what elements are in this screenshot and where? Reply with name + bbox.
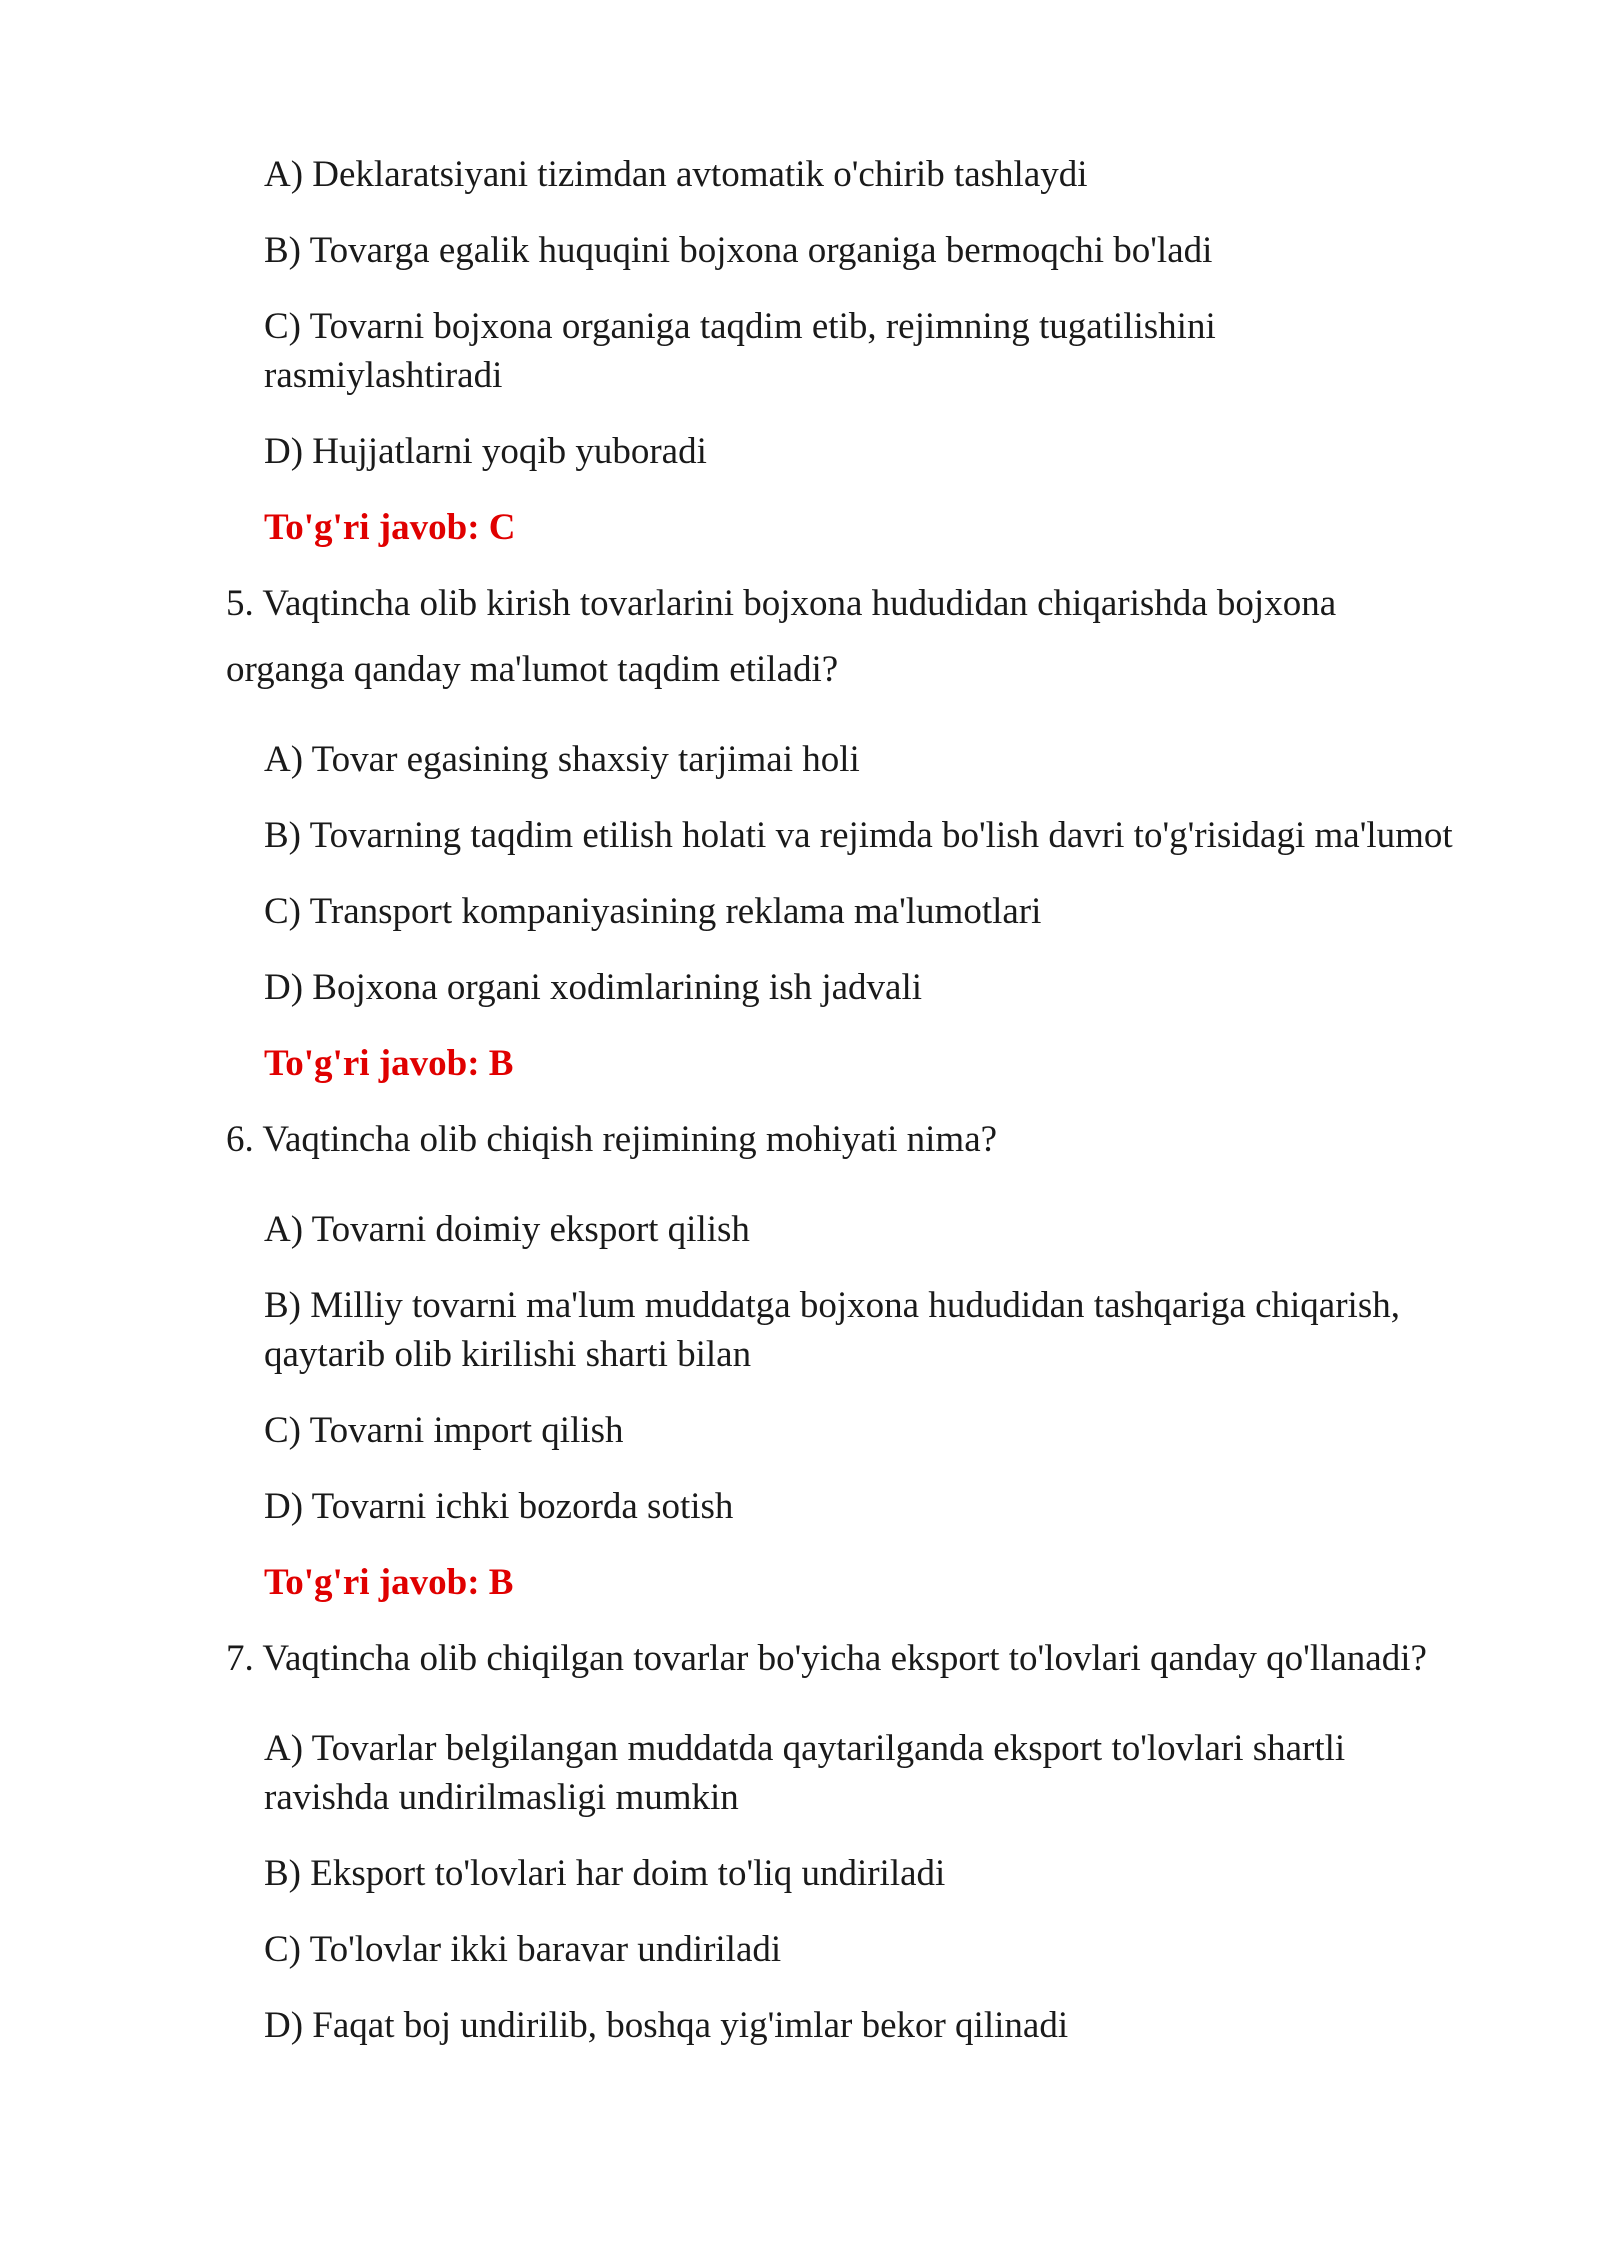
q6-option-b-continued: qaytarib olib kirilishi sharti bilan: [264, 1334, 752, 1375]
q4-correct-answer: To'g'ri javob: C: [264, 507, 516, 548]
q6-option-c: C) Tovarni import qilish: [264, 1410, 624, 1451]
q7-option-b: B) Eksport to'lovlari har doim to'liq undiriladi: [264, 1853, 946, 1894]
q7-option-a: A) Tovarlar belgilangan muddatda qaytarilganda eksport to'lovlari shartli: [264, 1728, 1346, 1769]
q6-option-d: D) Tovarni ichki bozorda sotish: [264, 1486, 734, 1527]
q5-option-a: A) Tovar egasining shaxsiy tarjimai holi: [264, 739, 860, 780]
q4-option-c: C) Tovarni bojxona organiga taqdim etib, rejimning tugatilishini: [264, 306, 1216, 347]
q4-option-b: B) Tovarga egalik huquqini bojxona organiga bermoqchi bo'ladi: [264, 230, 1213, 271]
q7-option-a-continued: ravishda undirilmasligi mumkin: [264, 1777, 739, 1818]
q6-option-a: A) Tovarni doimiy eksport qilish: [264, 1209, 750, 1250]
q5-option-b: B) Tovarning taqdim etilish holati va rejimda bo'lish davri to'g'risidagi ma'lumot: [264, 815, 1453, 856]
q5-question-line1: 5. Vaqtincha olib kirish tovarlarini bojxona hududidan chiqarishda bojxona: [226, 583, 1337, 624]
q4-option-c-continued: rasmiylashtiradi: [264, 355, 503, 396]
q5-option-c: C) Transport kompaniyasining reklama ma'lumotlari: [264, 891, 1042, 932]
q4-option-a: A) Deklaratsiyani tizimdan avtomatik o'chirib tashlaydi: [264, 154, 1088, 195]
q7-option-c: C) To'lovlar ikki baravar undiriladi: [264, 1929, 782, 1970]
q6-option-b: B) Milliy tovarni ma'lum muddatga bojxona hududidan tashqariga chiqarish,: [264, 1285, 1400, 1326]
q4-option-d: D) Hujjatlarni yoqib yuboradi: [264, 431, 707, 472]
q5-correct-answer: To'g'ri javob: B: [264, 1043, 514, 1084]
q5-question-line2: organga qanday ma'lumot taqdim etiladi?: [226, 649, 839, 690]
q7-option-d: D) Faqat boj undirilib, boshqa yig'imlar bekor qilinadi: [264, 2005, 1069, 2046]
q6-correct-answer: To'g'ri javob: B: [264, 1562, 514, 1603]
q5-option-d: D) Bojxona organi xodimlarining ish jadvali: [264, 967, 923, 1008]
q7-question: 7. Vaqtincha olib chiqilgan tovarlar bo'yicha eksport to'lovlari qanday qo'llanadi?: [226, 1638, 1427, 1679]
q6-question: 6. Vaqtincha olib chiqish rejimining mohiyati nima?: [226, 1119, 998, 1160]
